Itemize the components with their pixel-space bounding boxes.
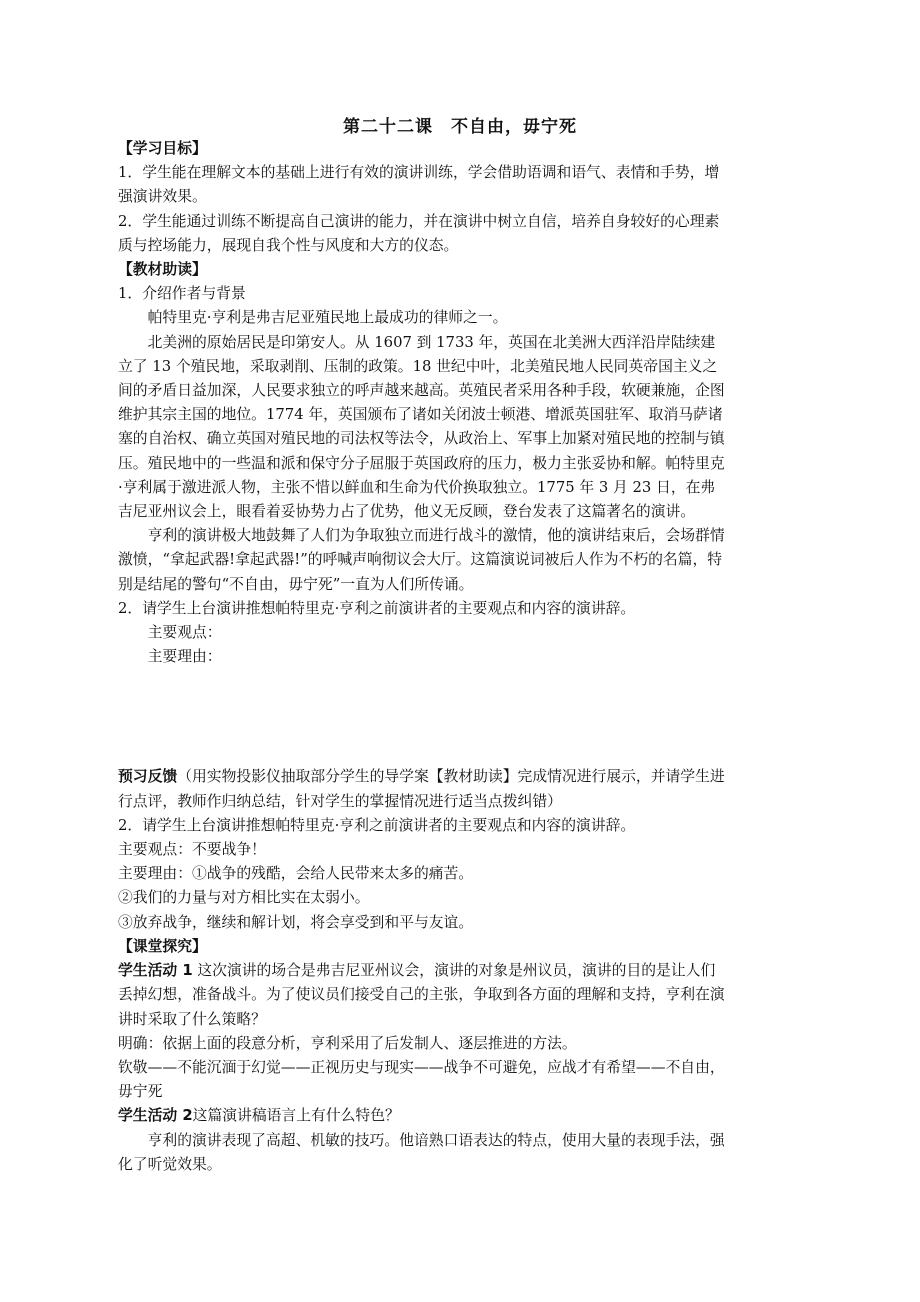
feedback-lead: 预习反馈 [118, 768, 178, 786]
guide-item-1: 1．介绍作者与背景 [118, 285, 246, 303]
feedback-text: （用实物投影仪抽取部分学生的导学案【教材助读】完成情况进行展示，并请学生进行点评，教师作归纳总结，针对学生的掌握情况进行适当点拨纠错） [118, 768, 725, 810]
document-body [118, 137, 728, 1177]
activity-2-label: 学生活动 2 [118, 1107, 193, 1125]
activity-1-text: 这次演讲的场合是弗吉尼亚州议会，演讲的对象是州议员，演讲的目的是让人们丢掉幻想，准备战斗。为了使议员们接受自己的主张，争取到各方面的理解和支持，亨利在演讲时采取了什么策略？ [118, 962, 725, 1028]
objective-item-1: 1．学生能在理解文本的基础上进行有效的演讲训练，学会借助语调和语气、表情和手势，增强演讲效果。 [118, 164, 720, 206]
activity-2-text: 这篇演讲稿语言上有什么特色？ [192, 1107, 400, 1125]
feedback-paragraph [118, 765, 728, 813]
objectives-heading: 【学习目标】 [118, 140, 207, 157]
guide-item-2: 2．请学生上台演讲推想帕特里克·亨利之前演讲者的主要观点和内容的演讲辞。 [118, 599, 636, 617]
guide-heading: 【教材助读】 [118, 261, 207, 279]
feedback-item-2: 2．请学生上台演讲推想帕特里克·亨利之前演讲者的主要观点和内容的演讲辞。 [118, 816, 636, 834]
activity-1-answer: 明确：依据上面的段意分析，亨利采用了后发制人、逐层推进的方法。 [118, 1034, 577, 1052]
feedback-reason-3: ③放弃战争，继续和解计划，将会享受到和平与友谊。 [118, 913, 474, 931]
guide-paragraph-1: 帕特里克·亨利是弗吉尼亚殖民地上最成功的律师之一。 [147, 309, 508, 327]
speech-structure-chain: 钦敬——不能沉湎于幻觉——正视历史与现实——战争不可避免，应战才有希望——不自由，毋宁死 [118, 1058, 725, 1101]
guide-paragraph-2: 北美洲的原始居民是印第安人。从 1607 到 1733 年，英国在北美洲大西洋沿岸陆续建立了 13 个殖民地，采取剥削、压制的政策。18 世纪中叶，北美殖民地人民同英帝国主义之间的矛盾日益加深，人民要求独立的呼声越来越高。英殖民者采用各种手段，软硬兼施，企图维护其宗主国的地位。1774 年，英国颁布了诸如关闭波士顿港、增派英国驻军、取消马萨诸塞的自治权、确立英国对殖民地的司法权等法令，从政治上、军事上加紧对殖民地的控制与镇压。殖民地中的一些温和派和保守分子屈服于英国政府的压力，极力主张妥协和解。帕特里克·亨利属于激进派人物，主张不惜以鲜血和生命为代价换取独立。1775 年 3 月 23 日，在弗吉尼亚州议会上，眼看着妥协势力占了优势，他义无反顾，登台发表了这篇著名的演讲。 [118, 333, 725, 521]
guide-paragraph-3: 亨利的演讲极大地鼓舞了人们为争取独立而进行战斗的激情，他的演讲结束后，会场群情激愤，“拿起武器!拿起武器!”的呼喊声响彻议会大厅。这篇演说词被后人作为不朽的名篇，特别是结尾的警句“不自由，毋宁死”一直为人们所传诵。 [118, 527, 725, 593]
objective-item-2: 2．学生能通过训练不断提高自己演讲的能力，并在演讲中树立自信，培养自身较好的心理素质与控场能力，展现自我个性与风度和大方的仪态。 [118, 212, 720, 254]
activity-1-label: 学生活动 1 [118, 962, 193, 980]
feedback-reason-2: ②我们的力量与对方相比实在太弱小。 [118, 889, 370, 907]
reason-label: 主要理由： [147, 648, 222, 666]
feedback-reason-1: 主要理由：①战争的残酷，会给人民带来太多的痛苦。 [118, 865, 474, 883]
lesson-title: 第二十二课 不自由，毋宁死 [343, 117, 577, 137]
feedback-viewpoint: 主要观点：不要战争！ [118, 841, 266, 859]
activity-2-answer: 亨利的演讲表现了高超、机敏的技巧。他谙熟口语表达的特点，使用大量的表现手法，强化了听觉效果。 [118, 1131, 725, 1173]
activity-2 [118, 1104, 728, 1128]
activity-1 [118, 959, 728, 1032]
viewpoint-label: 主要观点： [147, 624, 222, 642]
answer-space [118, 669, 728, 765]
explore-heading: 【课堂探究】 [118, 937, 207, 955]
